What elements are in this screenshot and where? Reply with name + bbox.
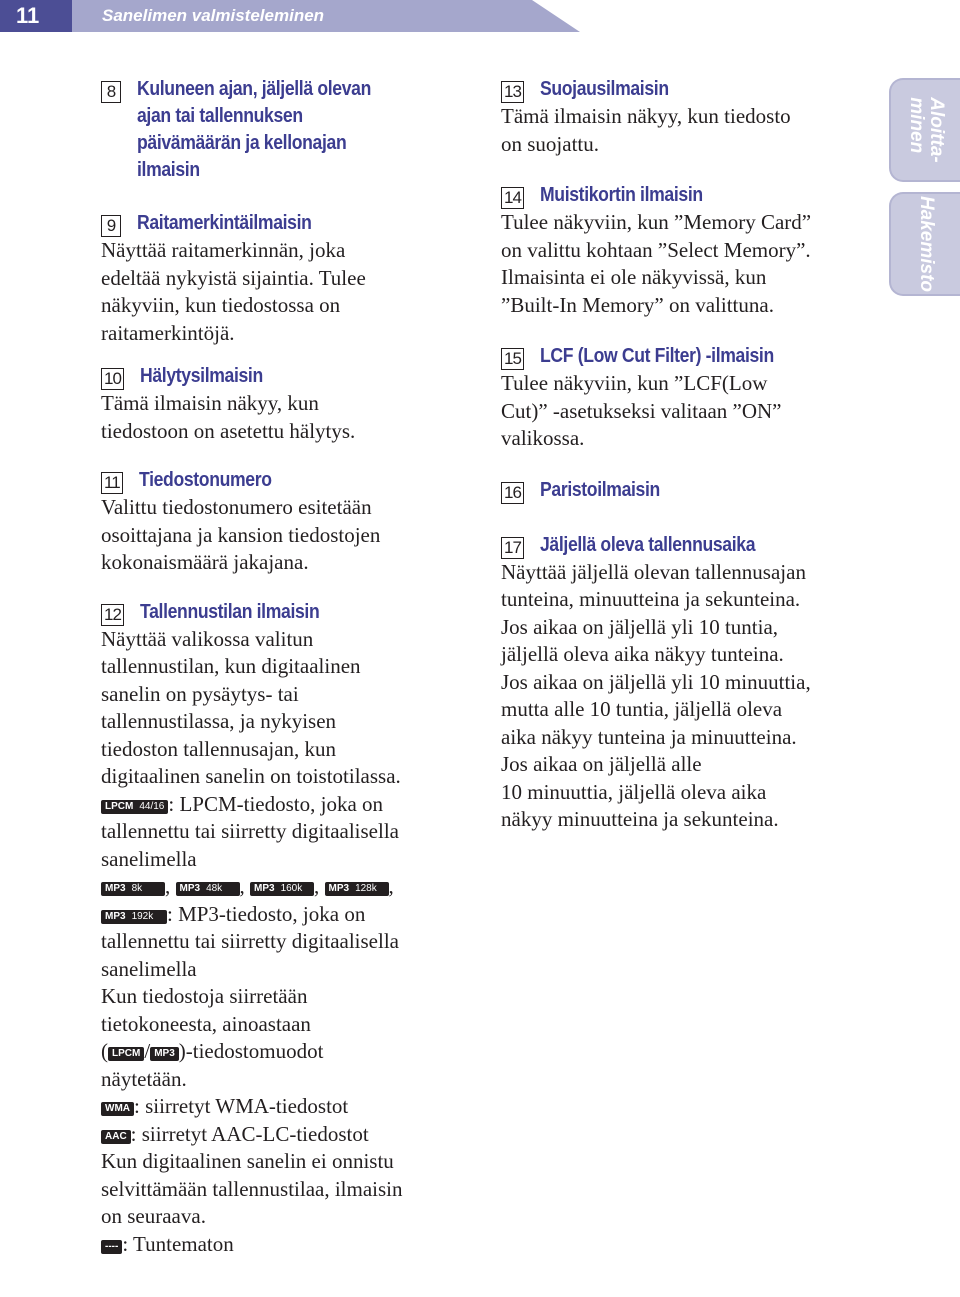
title-line: ilmaisin	[137, 159, 200, 181]
section-body	[101, 494, 461, 577]
section-title: LCF (Low Cut Filter) -ilmaisin	[539, 345, 774, 367]
body-line: Kun tiedostoja siirretään	[101, 984, 308, 1008]
body-line: sanelimella	[101, 956, 197, 981]
body-line: Näyttää jäljellä olevan tallennusajan	[501, 559, 806, 584]
title-line: ajan tai tallennuksen	[137, 105, 303, 127]
item-number: 17	[501, 537, 524, 559]
section-title: Jäljellä oleva tallennusaika	[539, 533, 756, 556]
section-12	[101, 599, 461, 1259]
body-line: näytetään.	[101, 1066, 187, 1091]
section-title: Muistikortin ilmaisin	[539, 184, 703, 206]
mp3-icon: MP3	[150, 1047, 179, 1061]
header-corner	[532, 0, 960, 32]
body-line: näkyviin, kun tiedostossa on	[101, 293, 341, 317]
item-number: 16	[501, 482, 524, 504]
lpcm-44-16-icon: LPCM 44/16	[101, 800, 168, 814]
body-line: aika näkyy tunteina ja minuutteina.	[501, 724, 797, 749]
item-number: 15	[501, 348, 524, 370]
body-line: ”Built-In Memory” on valittuna.	[501, 292, 774, 317]
page-number: 11	[0, 0, 72, 32]
body-line: kokonaismäärä jakajana.	[101, 550, 309, 574]
body-line: on valittu kohtaan ”Select Memory”.	[501, 237, 811, 262]
unknown-line: ---- : Tuntematon	[101, 1231, 461, 1259]
item-number: 14	[501, 187, 524, 209]
lpcm-icon: LPCM	[108, 1047, 144, 1061]
section-9	[101, 210, 461, 347]
section-body	[501, 559, 861, 834]
item-number: 8	[101, 81, 121, 103]
mp3-line: MP3 192k : MP3-tiedosto, joka on	[101, 901, 461, 929]
body-line: on suojattu.	[501, 131, 599, 156]
body-line: näkyy minuutteina ja sekunteina.	[501, 807, 779, 831]
lpcm-line: LPCM 44/16 : LPCM-tiedosto, joka on	[101, 791, 461, 819]
body-line: sanelimella	[101, 846, 197, 871]
section-title	[137, 76, 371, 184]
tab-aloittaminen[interactable]	[889, 78, 960, 182]
format-line: ( LPCM / MP3 )-tiedostomuodot	[101, 1039, 324, 1063]
section-10	[101, 363, 461, 445]
body-line: Ilmaisinta ei ole näkyvissä, kun	[501, 265, 767, 289]
aac-line: AAC : siirretyt AAC-LC-tiedostot	[101, 1121, 461, 1149]
section-8	[101, 76, 461, 184]
section-title: Hälytysilmaisin	[139, 365, 263, 387]
body-line: 10 minuuttia, jäljellä oleva aika	[501, 779, 767, 804]
section-title: Raitamerkintäilmaisin	[137, 212, 312, 234]
body-line: valikossa.	[501, 426, 585, 450]
body-line: Jos aikaa on jäljellä alle	[501, 752, 702, 776]
right-column	[501, 76, 861, 848]
body-line: Kun digitaalinen sanelin ei onnistu	[101, 1149, 394, 1173]
section-body	[101, 626, 461, 1259]
section-body	[501, 370, 861, 453]
body-line: tunteina, minuutteina ja sekunteina.	[501, 587, 801, 611]
item-number: 13	[501, 81, 524, 103]
body-line: Valittu tiedostonumero esitetään	[101, 495, 372, 519]
body-line: Tämä ilmaisin näkyy, kun tiedosto	[501, 104, 791, 128]
section-11	[101, 467, 461, 577]
body-line: raitamerkintöjä.	[101, 320, 235, 345]
section-title: Tallennustilan ilmaisin	[139, 600, 320, 623]
section-13	[501, 76, 861, 158]
section-title: Tiedostonumero	[138, 469, 272, 491]
body-line: Tulee näkyviin, kun ”LCF(Low	[501, 371, 768, 395]
section-body	[101, 390, 461, 445]
body-line: jäljellä oleva aika näkyy tunteina.	[501, 642, 784, 666]
mp3-192k-icon: MP3 192k	[101, 910, 167, 924]
body-line: Näyttää valikossa valitun	[101, 626, 314, 651]
section-15	[501, 343, 861, 453]
item-number: 9	[101, 215, 121, 237]
mp3-icons-line: MP3 8k , MP3 48k , MP3 160k , MP3 128k ,	[101, 873, 461, 901]
body-line: digitaalinen sanelin on toistotilassa.	[101, 764, 401, 788]
body-line: Jos aikaa on jäljellä yli 10 tuntia,	[501, 614, 779, 639]
section-title: Suojausilmaisin	[539, 78, 669, 100]
section-body	[501, 103, 861, 158]
section-title: Paristoilmaisin	[539, 478, 660, 501]
body-line: Jos aikaa on jäljellä yli 10 minuuttia,	[501, 669, 811, 694]
tab-hakemisto[interactable]	[889, 192, 960, 296]
title-line: Kuluneen ajan, jäljellä olevan	[137, 78, 371, 100]
item-number: 11	[101, 472, 123, 494]
section-17	[501, 532, 861, 834]
tab-hakemisto-label: Hakemisto	[915, 195, 937, 293]
body-line: osoittajana ja kansion tiedostojen	[101, 522, 381, 547]
page-header	[0, 0, 960, 32]
wma-line: WMA : siirretyt WMA-tiedostot	[101, 1093, 461, 1121]
mp3-48k-icon: MP3 48k	[176, 882, 240, 896]
body-line: mutta alle 10 tuntia, jäljellä oleva	[501, 697, 783, 721]
body-line: tiedostoon on asetettu hälytys.	[101, 418, 356, 443]
body-line: on seuraava.	[101, 1204, 206, 1228]
body-line: tallennustilan, kun digitaalinen	[101, 654, 361, 678]
body-line: tallennustilassa, ja nykyisen	[101, 709, 337, 733]
unknown-format-icon: ----	[101, 1240, 122, 1254]
mp3-128k-icon: MP3 128k	[325, 882, 389, 896]
section-body	[101, 237, 461, 347]
wma-icon: WMA	[101, 1102, 134, 1116]
mp3-8k-icon: MP3 8k	[101, 882, 165, 896]
mp3-160k-icon: MP3 160k	[250, 882, 314, 896]
body-line: tietokoneesta, ainoastaan	[101, 1011, 311, 1036]
body-line: sanelin on pysäytys- tai	[101, 681, 299, 706]
item-number: 12	[101, 604, 124, 626]
title-line: päivämäärän ja kellonajan	[137, 132, 347, 154]
left-column	[101, 76, 461, 1272]
body-line: edeltää nykyistä sijaintia. Tulee	[101, 265, 366, 290]
body-line: tiedoston tallennusajan, kun	[101, 736, 337, 761]
section-14	[501, 182, 861, 319]
body-line: tallennettu tai siirretty digitaalisella	[101, 929, 399, 953]
body-line: Näyttää raitamerkinnän, joka	[101, 238, 346, 262]
item-number: 10	[101, 368, 124, 390]
body-line: Cut)” -asetukseksi valitaan ”ON”	[501, 398, 782, 423]
body-line: tallennettu tai siirretty digitaalisella	[101, 819, 399, 843]
section-16	[501, 477, 861, 504]
chapter-title: Sanelimen valmisteleminen	[102, 6, 325, 25]
body-line: Tämä ilmaisin näkyy, kun	[101, 391, 319, 415]
aac-icon: AAC	[101, 1130, 131, 1144]
tab-aloittaminen-label: Aloitta- minen	[905, 97, 947, 163]
body-line: Tulee näkyviin, kun ”Memory Card”	[501, 210, 812, 234]
section-body	[501, 209, 861, 319]
body-line: selvittämään tallennustilaa, ilmaisin	[101, 1176, 403, 1201]
